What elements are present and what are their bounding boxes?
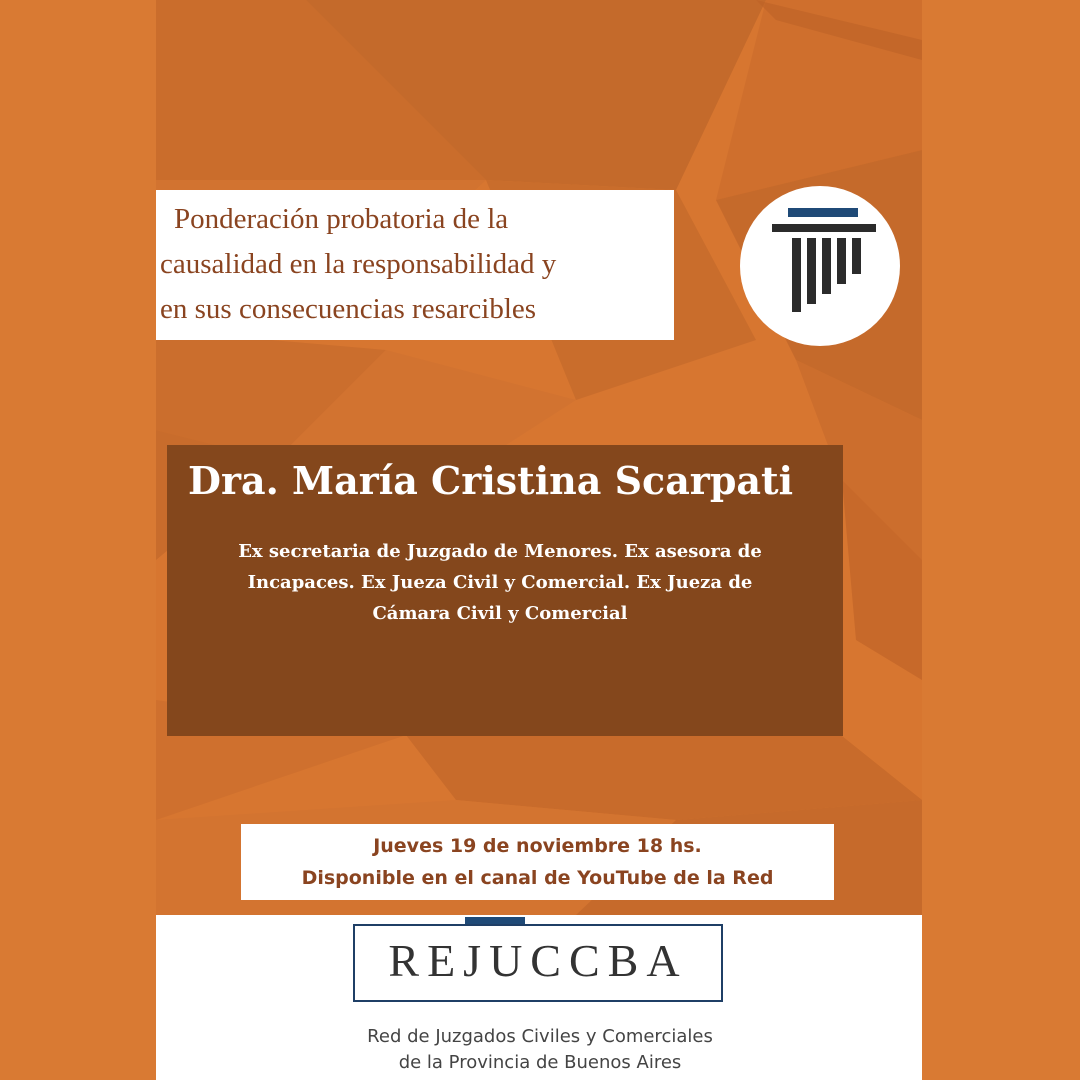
event-title-line: en sus consecuencias resarcibles	[160, 293, 537, 325]
event-title-line: causalidad en la responsabilidad y	[160, 248, 557, 280]
columns-logo-icon	[740, 186, 900, 346]
left-margin	[0, 0, 156, 1080]
organization-name	[300, 1024, 780, 1076]
event-date: Jueves 19 de noviembre 18 hs.	[373, 835, 702, 857]
event-availability: Disponible en el canal de YouTube de la Red	[301, 867, 774, 889]
speaker-bio	[200, 536, 800, 629]
organization-line: Red de Juzgados Civiles y Comerciales	[367, 1026, 713, 1047]
speaker-bio-line: Cámara Civil y Comercial	[372, 603, 628, 624]
event-schedule	[241, 830, 834, 894]
speaker-bio-line: Incapaces. Ex Jueza Civil y Comercial. Ex Jueza de	[247, 572, 753, 593]
event-title-line: Ponderación probatoria de la	[174, 203, 509, 235]
brand-logo-text: REJUCCBA	[388, 935, 688, 986]
speaker-name: Dra. María Cristina Scarpati	[188, 458, 794, 503]
organization-line: de la Provincia de Buenos Aires	[398, 1052, 682, 1073]
logo-badge	[740, 186, 900, 346]
event-title	[160, 197, 670, 332]
speaker-bio-line: Ex secretaria de Juzgado de Menores. Ex asesora de	[238, 541, 762, 562]
right-margin	[922, 0, 1080, 1080]
